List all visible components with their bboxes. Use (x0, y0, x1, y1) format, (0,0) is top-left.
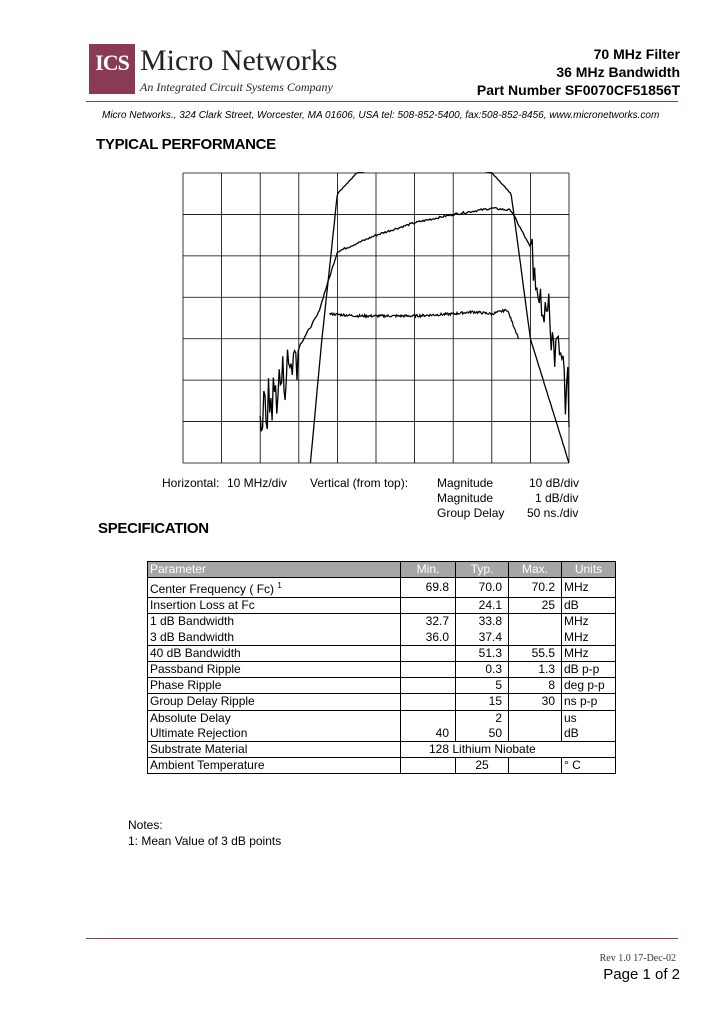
temperature-label: Ambient Temperature (148, 758, 401, 774)
row-typ: 2 (456, 710, 509, 726)
col-header-typ: Typ. (456, 562, 509, 578)
temperature-value: 25 (456, 758, 509, 774)
performance-chart (182, 172, 570, 464)
row-unit: dB p-p (562, 661, 616, 677)
row-unit: us (562, 710, 616, 726)
document-title (477, 45, 680, 99)
temperature-min (401, 758, 456, 774)
row-max: 55.5 (509, 645, 562, 661)
table-row-substrate (148, 741, 616, 757)
table-row (148, 645, 616, 661)
table-row (148, 598, 616, 614)
company-logo (89, 44, 135, 94)
company-address: Micro Networks., 324 Clark Street, Worcester, MA 01606, USA tel: 508-852-5400, fax:508-852-8456, www.micronetworks.com (102, 110, 660, 121)
trace-group-delay (330, 309, 519, 338)
row-max: 1.3 (509, 661, 562, 677)
row-max (509, 614, 562, 630)
substrate-value: 128 Lithium Niobate (401, 741, 616, 757)
row-unit: ns p-p (562, 694, 616, 710)
footer-rule (86, 938, 678, 939)
row-min (401, 661, 456, 677)
row-min: 40 (401, 726, 456, 742)
row-typ: 70.0 (456, 578, 509, 598)
temperature-unit: ° C (562, 758, 616, 774)
row-max: 30 (509, 694, 562, 710)
performance-title: TYPICAL PERFORMANCE (96, 136, 276, 153)
param-label: Center Frequency ( Fc) (150, 582, 275, 597)
row-unit: MHz (562, 645, 616, 661)
row-param: Ultimate Rejection (148, 726, 401, 742)
footnote-marker: 1 (277, 581, 282, 591)
row-unit: MHz (562, 614, 616, 630)
row-min: 36.0 (401, 630, 456, 646)
vertical-label: Vertical (from top): (310, 476, 409, 490)
row-min (401, 645, 456, 661)
row-param: Insertion Loss at Fc (148, 598, 401, 614)
row-unit: MHz (562, 578, 616, 598)
row-param: Group Delay Ripple (148, 694, 401, 710)
row-max (509, 726, 562, 742)
table-row (148, 678, 616, 694)
trace-name-1: Magnitude (437, 476, 494, 490)
page-number: Page 1 of 2 (603, 966, 680, 983)
row-param: Phase Ripple (148, 678, 401, 694)
revision-label: Rev 1.0 17-Dec-02 (599, 953, 676, 964)
col-header-units: Units (562, 562, 616, 578)
row-min (401, 678, 456, 694)
row-min (401, 694, 456, 710)
notes-title: Notes: (128, 818, 163, 832)
header-rule (86, 101, 678, 102)
row-max (509, 630, 562, 646)
specification-title: SPECIFICATION (98, 520, 209, 537)
substrate-label: Substrate Material (148, 741, 401, 757)
row-param: 1 dB Bandwidth (148, 614, 401, 630)
trace-name-3: Group Delay (437, 506, 505, 520)
row-unit: dB (562, 598, 616, 614)
table-row-temperature (148, 758, 616, 774)
temperature-max (509, 758, 562, 774)
trace-scale-1: 10 dB/div (529, 476, 580, 490)
row-unit: dB (562, 726, 616, 742)
row-max (509, 710, 562, 726)
col-header-min: Min. (401, 562, 456, 578)
row-typ: 0.3 (456, 661, 509, 677)
notes-section (128, 817, 281, 849)
row-typ: 15 (456, 694, 509, 710)
table-row (148, 694, 616, 710)
company-tagline: An Integrated Circuit Systems Company (140, 80, 333, 94)
title-line-frequency: 70 MHz Filter (593, 46, 680, 62)
row-param (148, 578, 401, 598)
trace-scale-2: 1 dB/div (535, 491, 579, 505)
table-row (148, 614, 616, 630)
row-min (401, 710, 456, 726)
row-typ: 33.8 (456, 614, 509, 630)
table-row (148, 578, 616, 598)
row-unit: MHz (562, 630, 616, 646)
table-row (148, 726, 616, 742)
table-row (148, 630, 616, 646)
row-param: Passband Ripple (148, 661, 401, 677)
logo-mark: ICS (95, 50, 129, 75)
title-line-part-number: Part Number SF0070CF51856T (476, 82, 680, 98)
row-min: 69.8 (401, 578, 456, 598)
table-row (148, 710, 616, 726)
horizontal-label: Horizontal: (162, 476, 220, 490)
row-typ: 24.1 (456, 598, 509, 614)
table-row (148, 661, 616, 677)
title-line-bandwidth: 36 MHz Bandwidth (556, 64, 680, 80)
col-header-max: Max. (509, 562, 562, 578)
row-max: 70.2 (509, 578, 562, 598)
row-typ: 51.3 (456, 645, 509, 661)
row-typ: 50 (456, 726, 509, 742)
trace-scale-3: 50 ns./div (527, 506, 579, 520)
specification-table (147, 561, 616, 774)
row-param: 40 dB Bandwidth (148, 645, 401, 661)
row-typ: 5 (456, 678, 509, 694)
horizontal-value: 10 MHz/div (227, 476, 288, 490)
trace-name-2: Magnitude (437, 491, 494, 505)
row-min: 32.7 (401, 614, 456, 630)
row-typ: 37.4 (456, 630, 509, 646)
row-param: 3 dB Bandwidth (148, 630, 401, 646)
row-max: 25 (509, 598, 562, 614)
row-unit: deg p-p (562, 678, 616, 694)
row-min (401, 598, 456, 614)
row-max: 8 (509, 678, 562, 694)
table-header-row (148, 562, 616, 578)
company-name: Micro Networks (140, 44, 338, 77)
note-item: 1: Mean Value of 3 dB points (128, 834, 282, 848)
col-header-parameter: Parameter (148, 562, 401, 578)
row-param: Absolute Delay (148, 710, 401, 726)
